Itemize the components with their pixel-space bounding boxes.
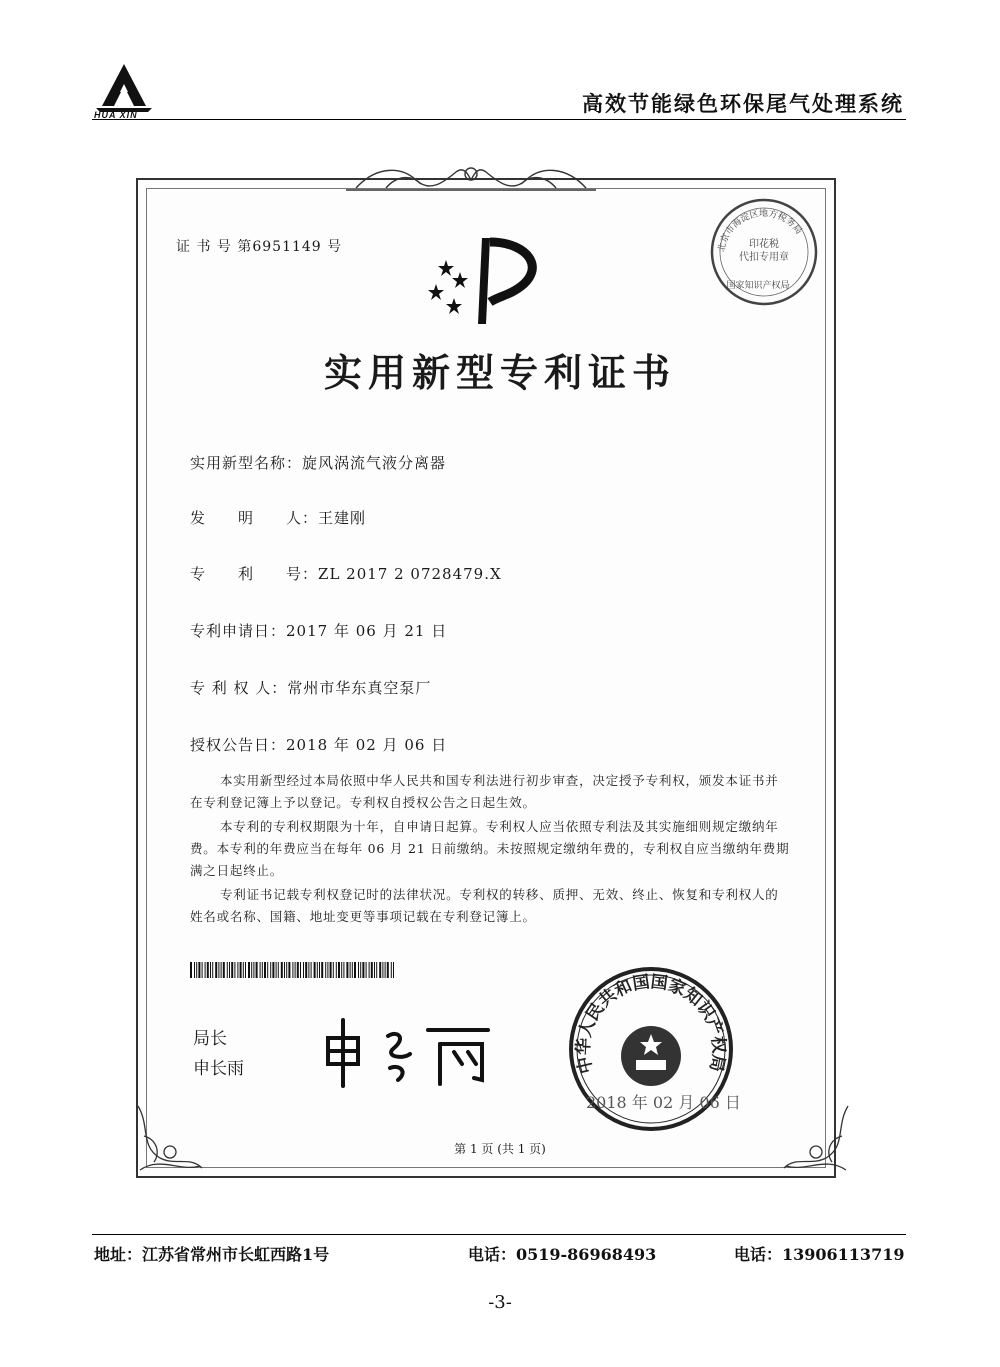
barcode <box>190 962 394 978</box>
barcode-bar <box>229 962 230 978</box>
field-value: ZL 2017 2 0728479.X <box>318 565 502 583</box>
barcode-bar <box>321 962 323 978</box>
header-title: 高效节能绿色环保尾气处理系统 <box>582 91 904 116</box>
barcode-bar <box>350 962 351 978</box>
barcode-bar <box>281 962 283 978</box>
barcode-bar <box>223 962 225 978</box>
patent-office-emblem-icon <box>420 232 550 332</box>
barcode-bar <box>325 962 326 978</box>
barcode-bar <box>303 962 304 978</box>
barcode-bar <box>300 962 301 978</box>
barcode-bar <box>327 962 328 978</box>
field-label: 实用新型名称： <box>190 454 303 472</box>
barcode-bar <box>227 962 228 978</box>
barcode-bar <box>251 962 252 978</box>
barcode-bar <box>207 962 209 978</box>
barcode-bar <box>248 962 250 978</box>
barcode-bar <box>308 962 309 978</box>
field-value: 2018 年 02 月 06 日 <box>286 736 448 754</box>
footer-phone: 电话：0519-86968493 <box>468 1245 657 1264</box>
ornament-corner-icon <box>776 1096 856 1176</box>
barcode-bar <box>319 962 320 978</box>
field-label: 授权公告日： <box>190 736 287 754</box>
barcode-bar <box>210 962 211 978</box>
company-logo-text: HUA XIN <box>94 110 138 120</box>
field-value: 常州市华东真空泵厂 <box>287 679 432 697</box>
barcode-bar <box>358 962 359 978</box>
barcode-bar <box>338 962 340 978</box>
field-value: 2017 年 06 月 21 日 <box>286 622 448 640</box>
barcode-bar <box>352 962 353 978</box>
barcode-bar <box>336 962 337 978</box>
field-value: 旋风涡流气液分离器 <box>302 454 447 472</box>
barcode-bar <box>341 962 342 978</box>
barcode-bar <box>369 962 370 978</box>
barcode-bar <box>385 962 386 978</box>
header-divider <box>92 119 906 120</box>
barcode-bar <box>231 962 233 978</box>
barcode-bar <box>237 962 238 978</box>
tax-stamp-line: 代扣专用章 <box>739 252 789 263</box>
barcode-bar <box>264 962 266 978</box>
barcode-bar <box>202 962 203 978</box>
barcode-bar <box>215 962 217 978</box>
barcode-bar <box>311 962 312 978</box>
barcode-bar <box>288 962 290 978</box>
barcode-bar <box>391 962 392 978</box>
director-name: 申长雨 <box>193 1059 244 1079</box>
ornament-corner-icon <box>130 1096 210 1176</box>
barcode-bar <box>218 962 219 978</box>
certificate-title: 实用新型专利证书 <box>323 350 676 395</box>
barcode-bar <box>305 962 307 978</box>
seal-text: 中华人民共和国国家知识产权局 <box>573 972 729 1076</box>
barcode-bar <box>284 962 285 978</box>
barcode-bar <box>297 962 299 978</box>
barcode-bar <box>205 962 206 978</box>
director-title: 局长 <box>193 1029 227 1049</box>
tax-stamp-line: 国家知识产权局 <box>726 281 790 291</box>
barcode-bar <box>333 962 334 978</box>
barcode-bar <box>376 962 377 978</box>
barcode-bar <box>371 962 373 978</box>
svg-text:北京市海淀区地方税务局: 北京市海淀区地方税务局 <box>717 208 804 253</box>
barcode-bar <box>198 962 200 978</box>
barcode-bar <box>387 962 389 978</box>
field-patentee <box>190 677 431 698</box>
ornament-top-icon <box>346 160 596 196</box>
barcode-bar <box>276 962 277 978</box>
barcode-bar <box>234 962 235 978</box>
footer-address: 地址：江苏省常州市长虹西路1号 <box>94 1245 330 1264</box>
barcode-bar <box>190 962 192 978</box>
field-label: 专 利 权 人： <box>190 679 288 697</box>
barcode-bar <box>243 962 244 978</box>
barcode-bar <box>362 962 364 978</box>
certificate-paragraph: 本实用新型经过本局依照中华人民共和国专利法进行初步审查，决定授予专利权，颁发本证书并在专利登记簿上予以登记。专利权自授权公告之日起生效。 <box>190 773 779 810</box>
barcode-bar <box>360 962 361 978</box>
barcode-bar <box>379 962 381 978</box>
barcode-bar <box>245 962 246 978</box>
field-grant-date <box>190 734 447 755</box>
barcode-bar <box>374 962 375 978</box>
barcode-bar <box>196 962 197 978</box>
barcode-bar <box>253 962 254 978</box>
barcode-bar <box>221 962 222 978</box>
handwritten-signature <box>318 1008 498 1088</box>
page-number: -3- <box>488 1292 512 1313</box>
field-utility-model-name <box>190 452 446 473</box>
seal-date: 2018 年 02 月 06 日 <box>586 1093 741 1112</box>
field-label: 专利申请日： <box>190 622 287 640</box>
field-value: 王建刚 <box>318 509 367 527</box>
barcode-bar <box>278 962 279 978</box>
barcode-bar <box>292 962 293 978</box>
barcode-bar <box>393 962 394 978</box>
barcode-bar <box>267 962 268 978</box>
certificate-paragraph: 本专利的专利权期限为十年，自申请日起算。专利权人应当依照专利法及其实施细则规定缴纳年费。本专利的年费应当在每年 06 月 21 日前缴纳。未按照规定缴纳年费的，专利权自应当缴纳年费期满之日起终止。 <box>190 819 790 878</box>
barcode-bar <box>256 962 258 978</box>
barcode-bar <box>330 962 332 978</box>
field-inventor <box>190 507 366 528</box>
barcode-bar <box>354 962 356 978</box>
barcode-bar <box>343 962 344 978</box>
barcode-bar <box>262 962 263 978</box>
barcode-bar <box>240 962 242 978</box>
barcode-bar <box>272 962 274 978</box>
barcode-bar <box>212 962 213 978</box>
barcode-bar <box>270 962 271 978</box>
company-logo <box>92 62 156 116</box>
field-application-date <box>190 620 447 641</box>
barcode-bar <box>317 962 318 978</box>
certificate-page-indicator: 第 1 页 (共 1 页) <box>454 1142 546 1156</box>
barcode-bar <box>194 962 195 978</box>
footer-mobile: 电话：13906113719 <box>734 1245 905 1264</box>
barcode-bar <box>260 962 261 978</box>
certificate-paragraph: 专利证书记载专利权登记时的法律状况。专利权的转移、质押、无效、终止、恢复和专利权人的姓名或名称、国籍、地址变更等事项记载在专利登记簿上。 <box>190 887 779 924</box>
footer-divider <box>92 1234 906 1235</box>
barcode-bar <box>295 962 296 978</box>
barcode-bar <box>286 962 287 978</box>
barcode-bar <box>382 962 383 978</box>
field-label: 专 利 号： <box>190 565 319 583</box>
tax-stamp-line: 印花税 <box>749 239 779 250</box>
barcode-bar <box>314 962 316 978</box>
field-patent-number <box>190 563 502 584</box>
barcode-bar <box>366 962 367 978</box>
barcode-bar <box>346 962 348 978</box>
certificate-number: 证 书 号 第6951149 号 <box>176 239 343 255</box>
field-label: 发 明 人： <box>190 509 319 527</box>
